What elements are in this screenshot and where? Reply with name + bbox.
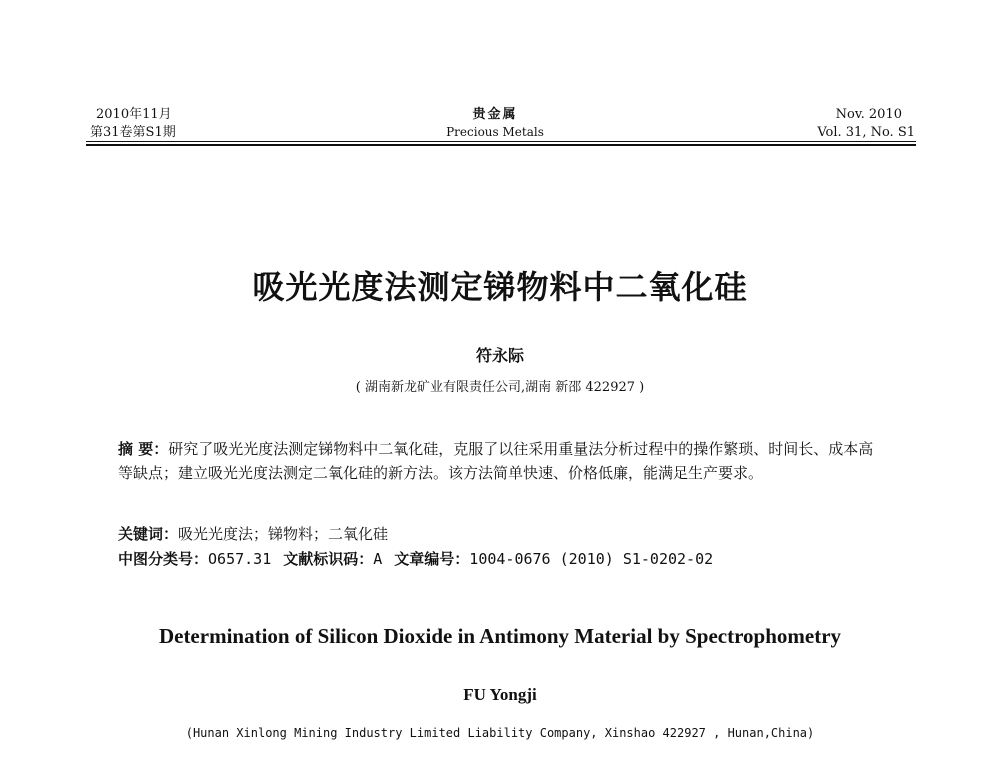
- clc-value: O657.31: [208, 550, 272, 568]
- header-date-cn: 2010年11月: [96, 107, 172, 122]
- doc-code-value: A: [373, 550, 383, 568]
- affiliation-en: (Hunan Xinlong Mining Industry Limited Liability Company, Xinshao 422927 , Hunan,China): [185, 726, 815, 740]
- article-no-label: 文章编号：: [394, 550, 470, 568]
- abstract-cn: [118, 437, 888, 485]
- header-journal-en: Precious Metals: [446, 125, 544, 139]
- author-name-en: FU Yongji: [463, 685, 537, 704]
- abstract-text: 研究了吸光光度法测定锑物料中二氧化硅，克服了以往采用重量法分析过程中的操作繁琐、时间长、成本高等缺点；建立吸光光度法测定二氧化硅的新方法。该方法简单快速、价格低廉，能满足生产要求。: [118, 440, 874, 482]
- keywords-label: 关键词：: [118, 525, 179, 543]
- article-no-value: 1004-0676 (2010) S1-0202-02: [469, 550, 714, 568]
- header-volume-cn: 第31卷第S1期: [90, 125, 176, 140]
- keywords-cn: [118, 522, 388, 546]
- affiliation-cn: ( 湖南新龙矿业有限责任公司,湖南 新邵 422927 ): [355, 380, 645, 395]
- article-title-en: Determination of Silicon Dioxide in Antimony Material by Spectrophometry: [158, 624, 842, 648]
- article-title-cn: 吸光光度法测定锑物料中二氧化硅: [252, 268, 748, 306]
- header-date-en: Nov. 2010: [835, 107, 902, 122]
- classification-line: [118, 547, 713, 571]
- clc-label: 中图分类号：: [118, 550, 209, 568]
- header-rule-thin: [86, 141, 916, 142]
- author-name-cn: 符永际: [475, 346, 524, 365]
- abstract-label: 摘 要：: [118, 440, 169, 458]
- header-rule-thick: [86, 144, 916, 146]
- keywords-text: 吸光光度法；锑物料；二氧化硅: [178, 525, 389, 543]
- header-journal-cn: 贵金属: [472, 107, 518, 122]
- header-volume-en: Vol. 31, No. S1: [817, 125, 915, 140]
- doc-code-label: 文献标识码：: [283, 550, 374, 568]
